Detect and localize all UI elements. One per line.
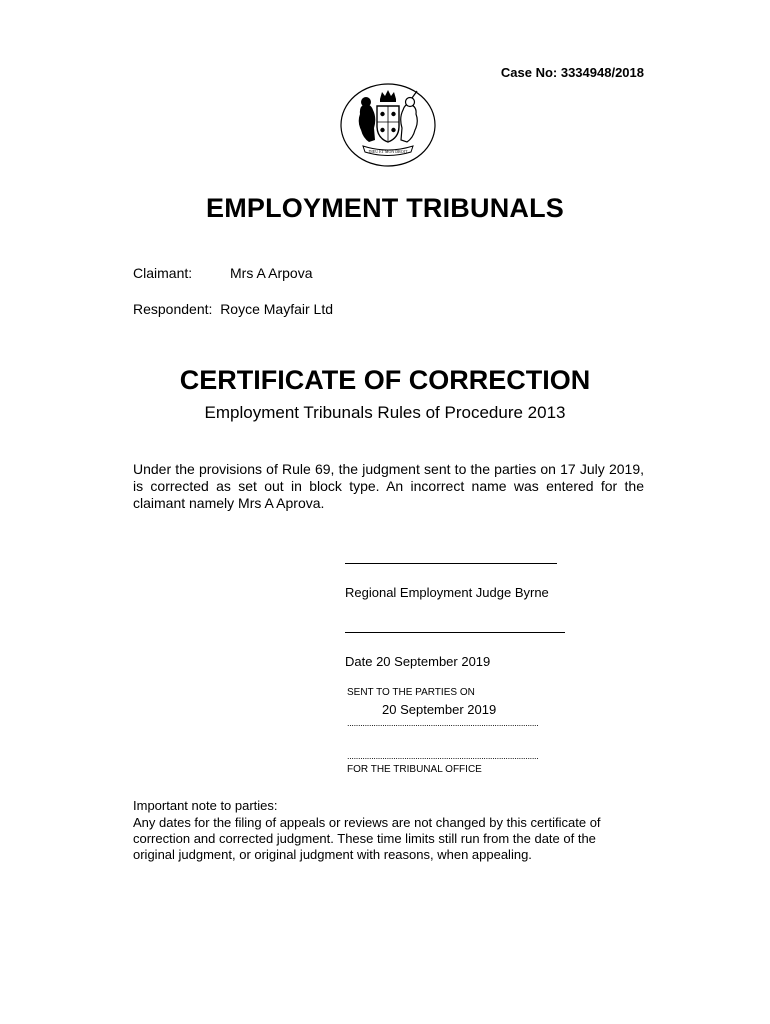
page-heading: EMPLOYMENT TRIBUNALS (206, 193, 564, 223)
dotted-line-office: ....................................................................................... (347, 751, 539, 761)
crest-motto: DIEU ET MON DROIT (368, 149, 408, 154)
dotted-line: ....................................................................................... (347, 718, 539, 728)
sent-date: 20 September 2019 (382, 702, 497, 717)
date-signature-line (345, 632, 565, 633)
respondent-label: Respondent: (133, 301, 213, 317)
note-body: Any dates for the filing of appeals or reviews are not changed by this certificate of correction and corrected judgment. These time limits still run from the date of the original judgment, or original judgment with reasons, when appealing. (133, 815, 601, 862)
tribunal-office-label: FOR THE TRIBUNAL OFFICE (347, 764, 482, 775)
sent-to-parties-label: SENT TO THE PARTIES ON (347, 687, 475, 698)
note-heading: Important note to parties: (133, 798, 278, 813)
claimant-name: Mrs A Arpova (230, 265, 313, 281)
signature-line (345, 563, 557, 564)
case-number: Case No: 3334948/2018 (500, 65, 644, 80)
respondent-row (133, 301, 333, 317)
judge-name: Regional Employment Judge Byrne (345, 585, 549, 600)
royal-coat-of-arms-icon (339, 82, 437, 168)
signature-date: Date 20 September 2019 (345, 654, 491, 669)
certificate-body: Under the provisions of Rule 69, the judgment sent to the parties on 17 July 2019, is corrected as set out in block type. An incorrect name was entered for the claimant namely Mrs A Aprova. (133, 461, 644, 511)
claimant-label: Claimant: (133, 265, 193, 281)
respondent-name: Royce Mayfair Ltd (220, 301, 334, 317)
certificate-title: CERTIFICATE OF CORRECTION (179, 365, 591, 395)
certificate-subtitle: Employment Tribunals Rules of Procedure 2013 (204, 403, 566, 422)
